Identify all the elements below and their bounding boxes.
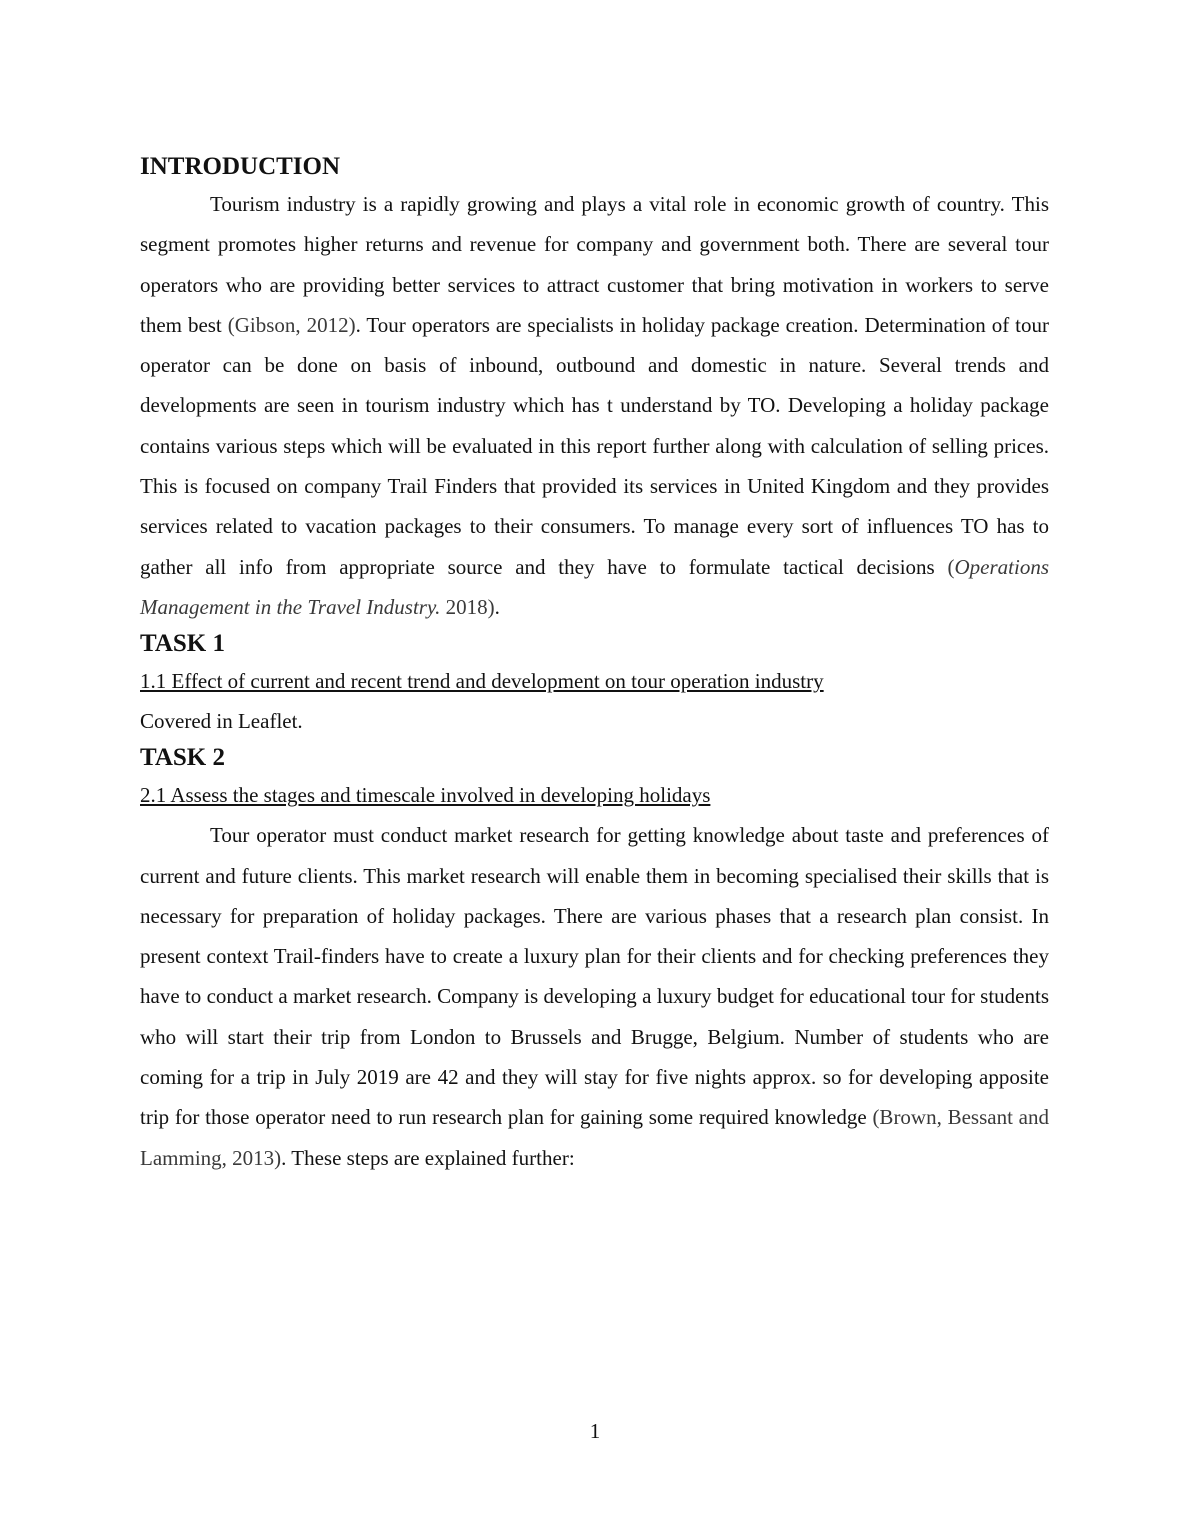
- introduction-paragraph: [140, 184, 1049, 627]
- page-number: 1: [589, 1419, 601, 1443]
- task2-subheading: 2.1 Assess the stages and timescale involved in developing holidays: [140, 783, 711, 808]
- citation-operations-management: (Operations Management in the Travel Industry. 2018): [140, 554, 1049, 619]
- citation-title: Operations Management in the Travel Industry.: [140, 554, 1049, 619]
- citation-gibson: (Gibson, 2012): [227, 312, 356, 337]
- intro-text-part-2: . Tour operators are specialists in holiday package creation. Determination of tour operator can be done on basis of inbound, outbound and domestic in nature. Several trends and developments are seen in tourism industry which has t understand by TO. Developing a holiday package contains various steps which will be evaluated in this report further along with calculation of selling prices. This is focused on company Trail Finders that provided its services in United Kingdom and they provides services related to vacation packages to their consumers. To manage every sort of influences TO has to gather all info from appropriate source and they have to formulate tactical decisions: [140, 312, 1049, 579]
- document-page: [140, 150, 1049, 1178]
- task1-text: Covered in Leaflet.: [140, 709, 303, 734]
- task2-text-part-1: Tour operator must conduct market research for getting knowledge about taste and preferences of current and future clients. This market research will enable them in becoming specialised their skills that is necessary for preparation of holiday packages. There are various phases that a research plan consist. In present context Trail-finders have to create a luxury plan for their clients and for checking preferences they have to conduct a market research. Company is developing a luxury budget for educational tour for students who will start their trip from London to Brussels and Brugge, Belgium. Number of students who are coming for a trip in July 2019 are 42 and they will stay for five nights approx. so for developing apposite trip for those operator need to run research plan for gaining some required knowledge: [140, 823, 1049, 1130]
- introduction-heading: INTRODUCTION: [140, 153, 341, 180]
- task2-heading: TASK 2: [140, 744, 225, 772]
- task1-subheading: 1.1 Effect of current and recent trend and development on tour operation industry: [140, 669, 824, 694]
- task2-text-end: . These steps are explained further:: [281, 1145, 575, 1170]
- task1-heading: TASK 1: [140, 630, 225, 658]
- intro-text-part-1: Tourism industry is a rapidly growing and plays a vital role in economic growth of country. This segment promotes higher returns and revenue for company and government both. There are several tour operators who are providing better services to attract customer that bring motivation in workers to serve them best: [140, 192, 1049, 337]
- citation-brown-bessant-lamming: (Brown, Bessant and Lamming, 2013): [140, 1105, 1049, 1170]
- task2-paragraph: [140, 815, 1049, 1178]
- intro-text-end: .: [494, 594, 500, 619]
